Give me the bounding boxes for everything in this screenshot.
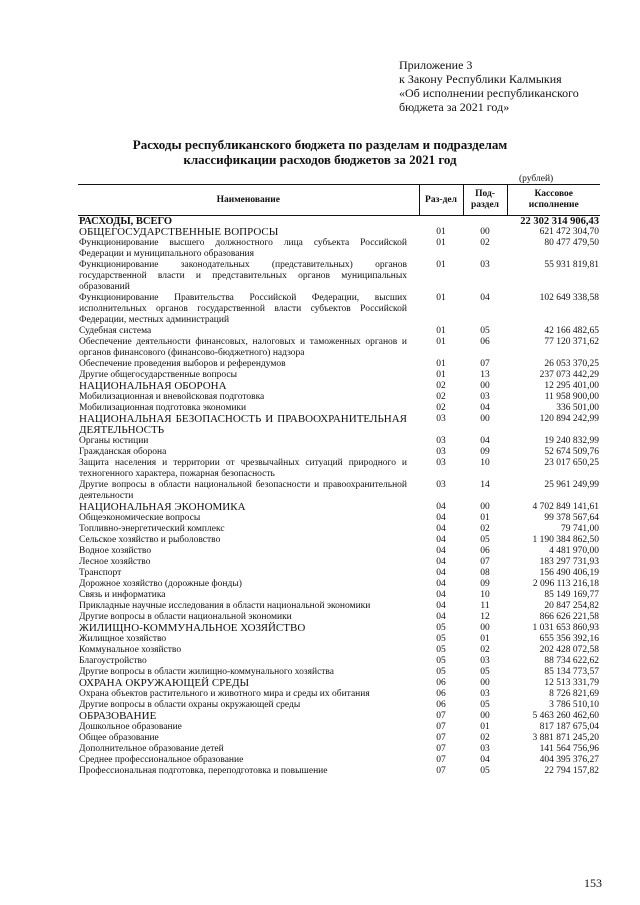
row-subsection-code: 05 xyxy=(480,700,490,710)
row-subsection-code: 03 xyxy=(480,656,490,666)
row-name: Другие вопросы в области охраны окружающей среды xyxy=(79,700,301,710)
table-row xyxy=(78,502,600,513)
row-name: Коммунальное хозяйство xyxy=(79,645,182,655)
table-row xyxy=(78,645,600,656)
table-row xyxy=(78,326,600,337)
row-subsection-code: 05 xyxy=(480,667,490,677)
row-name: НАЦИОНАЛЬНАЯ ОБОРОНА xyxy=(79,380,227,392)
table-row xyxy=(78,546,600,557)
row-subsection-code: 12 xyxy=(480,612,490,622)
row-section-code: 07 xyxy=(436,733,446,743)
row-name: Дорожное хозяйство (дорожные фонды) xyxy=(79,579,242,589)
row-section-code: 07 xyxy=(436,766,446,776)
row-section-code: 03 xyxy=(436,436,446,446)
row-section-code: 04 xyxy=(436,557,446,567)
row-section-code: 02 xyxy=(436,403,446,413)
row-name: Профессиональная подготовка, переподготовка и повышение xyxy=(79,766,328,776)
row-name: Топливно-энергетический комплекс xyxy=(79,524,225,534)
header-amount: Кассовое исполнение xyxy=(507,185,600,216)
row-name: ОБЩЕГОСУДАРСТВЕННЫЕ ВОПРОСЫ xyxy=(79,226,279,238)
row-subsection-code: 09 xyxy=(480,579,490,589)
row-subsection-code: 11 xyxy=(480,601,490,611)
row-amount: 19 240 832,99 xyxy=(544,436,599,446)
row-amount: 25 961 249,99 xyxy=(544,480,599,490)
row-section-code: 01 xyxy=(436,293,446,303)
table-row xyxy=(78,722,600,733)
row-subsection-code: 03 xyxy=(480,392,490,402)
row-amount: 3 881 871 245,20 xyxy=(532,733,599,743)
row-subsection-code: 00 xyxy=(480,711,490,721)
row-name: ЖИЛИЩНО-КОММУНАЛЬНОЕ ХОЗЯЙСТВО xyxy=(79,622,306,634)
row-subsection-code: 08 xyxy=(480,568,490,578)
table-row xyxy=(78,601,600,612)
row-subsection-code: 03 xyxy=(480,744,490,754)
table-row xyxy=(78,634,600,645)
row-section-code: 04 xyxy=(436,590,446,600)
row-name: Среднее профессиональное образование xyxy=(79,755,244,765)
row-amount: 102 649 338,58 xyxy=(539,293,599,303)
table-row xyxy=(78,260,600,293)
row-section-code: 06 xyxy=(436,678,446,688)
table-row xyxy=(78,579,600,590)
row-amount: 52 674 509,76 xyxy=(544,447,599,457)
table-row xyxy=(78,656,600,667)
row-name: Другие общегосударственные вопросы xyxy=(79,370,237,380)
row-name: Дополнительное образование детей xyxy=(79,744,224,754)
row-section-code: 04 xyxy=(436,601,446,611)
row-amount: 202 428 072,58 xyxy=(539,645,599,655)
row-section-code: 03 xyxy=(436,447,446,457)
table-row xyxy=(78,392,600,403)
row-section-code xyxy=(419,216,463,228)
row-section-code: 07 xyxy=(436,755,446,765)
row-section-code: 04 xyxy=(436,579,446,589)
row-amount: 23 017 650,25 xyxy=(544,458,599,468)
row-name: Обеспечение деятельности финансовых, налоговых и таможенных органов и органов финансового (финансово-бюджетного) надзора xyxy=(79,337,407,358)
row-amount: 5 463 260 462,60 xyxy=(532,711,599,721)
row-subsection-code: 06 xyxy=(480,546,490,556)
row-section-code: 05 xyxy=(436,645,446,655)
expenditure-table xyxy=(78,184,600,777)
row-name: НАЦИОНАЛЬНАЯ БЕЗОПАСНОСТЬ И ПРАВООХРАНИТЕЛЬНАЯ ДЕЯТЕЛЬНОСТЬ xyxy=(79,413,407,436)
row-amount: 85 149 169,77 xyxy=(544,590,599,600)
row-section-code: 04 xyxy=(436,546,446,556)
row-subsection-code: 04 xyxy=(480,436,490,446)
row-amount: 22 794 157,82 xyxy=(544,766,599,776)
row-amount: 2 096 113 216,18 xyxy=(532,579,599,589)
row-subsection-code: 02 xyxy=(480,238,490,248)
table-row xyxy=(78,337,600,359)
row-subsection-code: 13 xyxy=(480,370,490,380)
row-name: Общеэкономические вопросы xyxy=(79,513,201,523)
document-title xyxy=(80,137,560,167)
row-name: Прикладные научные исследования в области национальной экономики xyxy=(79,601,371,611)
row-subsection-code: 02 xyxy=(480,645,490,655)
row-subsection-code: 02 xyxy=(480,524,490,534)
table-row xyxy=(78,414,600,436)
row-section-code: 01 xyxy=(436,337,446,347)
row-subsection-code: 01 xyxy=(480,722,490,732)
table-row xyxy=(78,700,600,711)
row-name: Органы юстиции xyxy=(79,436,149,446)
table-header-row xyxy=(78,185,600,216)
table-row xyxy=(78,689,600,700)
row-amount: 42 166 482,65 xyxy=(544,326,599,336)
row-subsection-code: 01 xyxy=(480,513,490,523)
row-amount: 183 297 731,93 xyxy=(539,557,599,567)
table-row xyxy=(78,535,600,546)
table-row xyxy=(78,623,600,634)
row-subsection-code: 00 xyxy=(480,678,490,688)
row-section-code: 01 xyxy=(436,370,446,380)
page-number: 153 xyxy=(584,876,602,890)
row-amount: 99 378 567,64 xyxy=(544,513,599,523)
row-name: Благоустройство xyxy=(79,656,147,666)
row-subsection-code: 07 xyxy=(480,557,490,567)
row-amount: 1 190 384 862,50 xyxy=(532,535,599,545)
row-section-code: 04 xyxy=(436,568,446,578)
row-subsection-code: 10 xyxy=(480,458,490,468)
appendix-line-2: к Закону Республики Калмыкия xyxy=(399,72,562,86)
row-section-code: 03 xyxy=(436,458,446,468)
row-amount: 79 741,00 xyxy=(561,524,599,534)
row-subsection-code: 02 xyxy=(480,733,490,743)
table-row xyxy=(78,381,600,392)
table-body xyxy=(78,216,600,778)
row-amount: 655 356 392,16 xyxy=(539,634,599,644)
header-name: Наименование xyxy=(78,185,419,216)
row-amount: 80 477 479,50 xyxy=(544,238,599,248)
header-subsection: Под-раздел xyxy=(463,185,507,216)
row-name: Общее образование xyxy=(79,733,159,743)
table-row xyxy=(78,755,600,766)
row-subsection-code: 03 xyxy=(480,260,490,270)
row-amount: 156 490 406,19 xyxy=(539,568,599,578)
table-row xyxy=(78,568,600,579)
row-name: Лесное хозяйство xyxy=(79,557,151,567)
row-section-code: 07 xyxy=(436,722,446,732)
table-row xyxy=(78,590,600,601)
row-subsection-code: 03 xyxy=(480,689,490,699)
row-amount: 866 626 221,58 xyxy=(539,612,599,622)
row-section-code: 02 xyxy=(436,381,446,391)
row-subsection-code xyxy=(463,216,507,228)
row-section-code: 03 xyxy=(436,414,446,424)
row-section-code: 04 xyxy=(436,612,446,622)
row-subsection-code: 01 xyxy=(480,634,490,644)
row-name: Судебная система xyxy=(79,326,152,336)
row-name: ОХРАНА ОКРУЖАЮЩЕЙ СРЕДЫ xyxy=(79,677,250,689)
row-amount: 120 894 242,99 xyxy=(539,414,599,424)
row-amount: 12 295 401,00 xyxy=(544,381,599,391)
row-name: Мобилизационная подготовка экономики xyxy=(79,403,247,413)
table-row xyxy=(78,238,600,260)
row-section-code: 06 xyxy=(436,700,446,710)
row-name: Охрана объектов растительного и животного мира и среды их обитания xyxy=(79,689,370,699)
appendix-header xyxy=(399,58,629,114)
table-row xyxy=(78,447,600,458)
table-row xyxy=(78,513,600,524)
row-subsection-code: 14 xyxy=(480,480,490,490)
row-subsection-code: 09 xyxy=(480,447,490,457)
row-amount: 336 501,00 xyxy=(556,403,599,413)
row-name: Сельское хозяйство и рыболовство xyxy=(79,535,221,545)
row-amount: 621 472 304,70 xyxy=(539,227,599,237)
row-amount: 141 564 756,96 xyxy=(539,744,599,754)
title-line-1: Расходы республиканского бюджета по разделам и подразделам xyxy=(132,137,508,152)
row-name: Жилищное хозяйство xyxy=(79,634,167,644)
row-section-code: 05 xyxy=(436,667,446,677)
table-row xyxy=(78,744,600,755)
row-name: Дошкольное образование xyxy=(79,722,182,732)
row-name: Мобилизационная и вневойсковая подготовка xyxy=(79,392,265,402)
row-name: Гражданская оборона xyxy=(79,447,167,457)
row-subsection-code: 05 xyxy=(480,766,490,776)
row-subsection-code: 00 xyxy=(480,227,490,237)
row-section-code: 01 xyxy=(436,260,446,270)
row-section-code: 05 xyxy=(436,656,446,666)
row-name: Транспорт xyxy=(79,568,122,578)
row-amount: 88 734 622,62 xyxy=(544,656,599,666)
row-name: РАСХОДЫ, ВСЕГО xyxy=(79,216,173,227)
row-name: Функционирование законодательных (представительных) органов государственной власти и представительных органов муниципальных образований xyxy=(79,260,407,292)
row-subsection-code: 10 xyxy=(480,590,490,600)
row-subsection-code: 00 xyxy=(480,623,490,633)
row-amount: 85 134 773,57 xyxy=(544,667,599,677)
expenditure-table-wrapper xyxy=(78,184,600,777)
appendix-line-1: Приложение 3 xyxy=(399,58,473,72)
row-subsection-code: 06 xyxy=(480,337,490,347)
table-row xyxy=(78,458,600,480)
row-amount: 20 847 254,82 xyxy=(544,601,599,611)
row-subsection-code: 04 xyxy=(480,293,490,303)
table-row xyxy=(78,436,600,447)
row-amount: 237 073 442,29 xyxy=(539,370,599,380)
table-row xyxy=(78,678,600,689)
row-amount: 22 302 314 906,43 xyxy=(520,216,599,227)
row-section-code: 04 xyxy=(436,524,446,534)
row-amount: 12 513 331,79 xyxy=(544,678,599,688)
row-section-code: 07 xyxy=(436,711,446,721)
row-section-code: 04 xyxy=(436,535,446,545)
row-name: Обеспечение проведения выборов и референдумов xyxy=(79,359,286,369)
row-name: Другие вопросы в области национальной экономики xyxy=(79,612,292,622)
table-row xyxy=(78,293,600,326)
row-amount: 4 481 970,00 xyxy=(549,546,599,556)
row-subsection-code: 05 xyxy=(480,326,490,336)
row-section-code: 07 xyxy=(436,744,446,754)
row-section-code: 01 xyxy=(436,326,446,336)
row-name: НАЦИОНАЛЬНАЯ ЭКОНОМИКА xyxy=(79,501,246,513)
row-section-code: 01 xyxy=(436,238,446,248)
row-amount: 26 053 370,25 xyxy=(544,359,599,369)
row-subsection-code: 04 xyxy=(480,755,490,765)
row-amount: 77 120 371,62 xyxy=(544,337,599,347)
row-section-code: 03 xyxy=(436,480,446,490)
row-amount: 817 187 675,04 xyxy=(539,722,599,732)
row-amount: 3 786 510,10 xyxy=(549,700,599,710)
table-row xyxy=(78,480,600,502)
row-subsection-code: 04 xyxy=(480,403,490,413)
row-section-code: 05 xyxy=(436,623,446,633)
table-row xyxy=(78,557,600,568)
title-line-2: классификации расходов бюджетов за 2021 год xyxy=(183,152,457,167)
row-name: Защита населения и территории от чрезвычайных ситуаций природного и техногенного характера, пожарная безопасность xyxy=(79,458,407,479)
table-row xyxy=(78,766,600,777)
row-section-code: 05 xyxy=(436,634,446,644)
row-name: Другие вопросы в области жилищно-коммунального хозяйства xyxy=(79,667,335,677)
appendix-line-4: бюджета за 2021 год» xyxy=(399,100,510,114)
table-row xyxy=(78,227,600,238)
row-amount: 8 726 821,69 xyxy=(549,689,599,699)
row-subsection-code: 05 xyxy=(480,535,490,545)
row-section-code: 04 xyxy=(436,513,446,523)
appendix-line-3: «Об исполнении республиканского xyxy=(399,86,579,100)
table-row xyxy=(78,359,600,370)
row-section-code: 01 xyxy=(436,227,446,237)
row-amount: 55 931 819,81 xyxy=(544,260,599,270)
row-subsection-code: 00 xyxy=(480,414,490,424)
row-name: Водное хозяйство xyxy=(79,546,152,556)
row-section-code: 06 xyxy=(436,689,446,699)
row-name: ОБРАЗОВАНИЕ xyxy=(79,710,157,722)
row-name: Другие вопросы в области национальной безопасности и правоохранительной деятельности xyxy=(79,480,407,501)
table-row xyxy=(78,733,600,744)
table-row xyxy=(78,711,600,722)
row-amount: 11 958 900,00 xyxy=(544,392,599,402)
row-amount: 1 031 653 860,93 xyxy=(532,623,599,633)
header-section: Раз-дел xyxy=(419,185,463,216)
unit-label: (рублей) xyxy=(519,174,554,184)
table-row xyxy=(78,524,600,535)
row-amount: 404 395 376,27 xyxy=(539,755,599,765)
row-name: Функционирование высшего должностного лица субъекта Российской Федерации и муниципального образования xyxy=(79,238,407,259)
row-subsection-code: 00 xyxy=(480,381,490,391)
row-name: Связь и информатика xyxy=(79,590,166,600)
row-name: Функционирование Правительства Российской Федерации, высших исполнительных органов государственной власти субъектов Российской Федерации, местных администраций xyxy=(79,293,407,325)
row-section-code: 02 xyxy=(436,392,446,402)
row-subsection-code: 00 xyxy=(480,502,490,512)
row-section-code: 01 xyxy=(436,359,446,369)
row-amount: 4 702 849 141,61 xyxy=(532,502,599,512)
row-subsection-code: 07 xyxy=(480,359,490,369)
row-section-code: 04 xyxy=(436,502,446,512)
